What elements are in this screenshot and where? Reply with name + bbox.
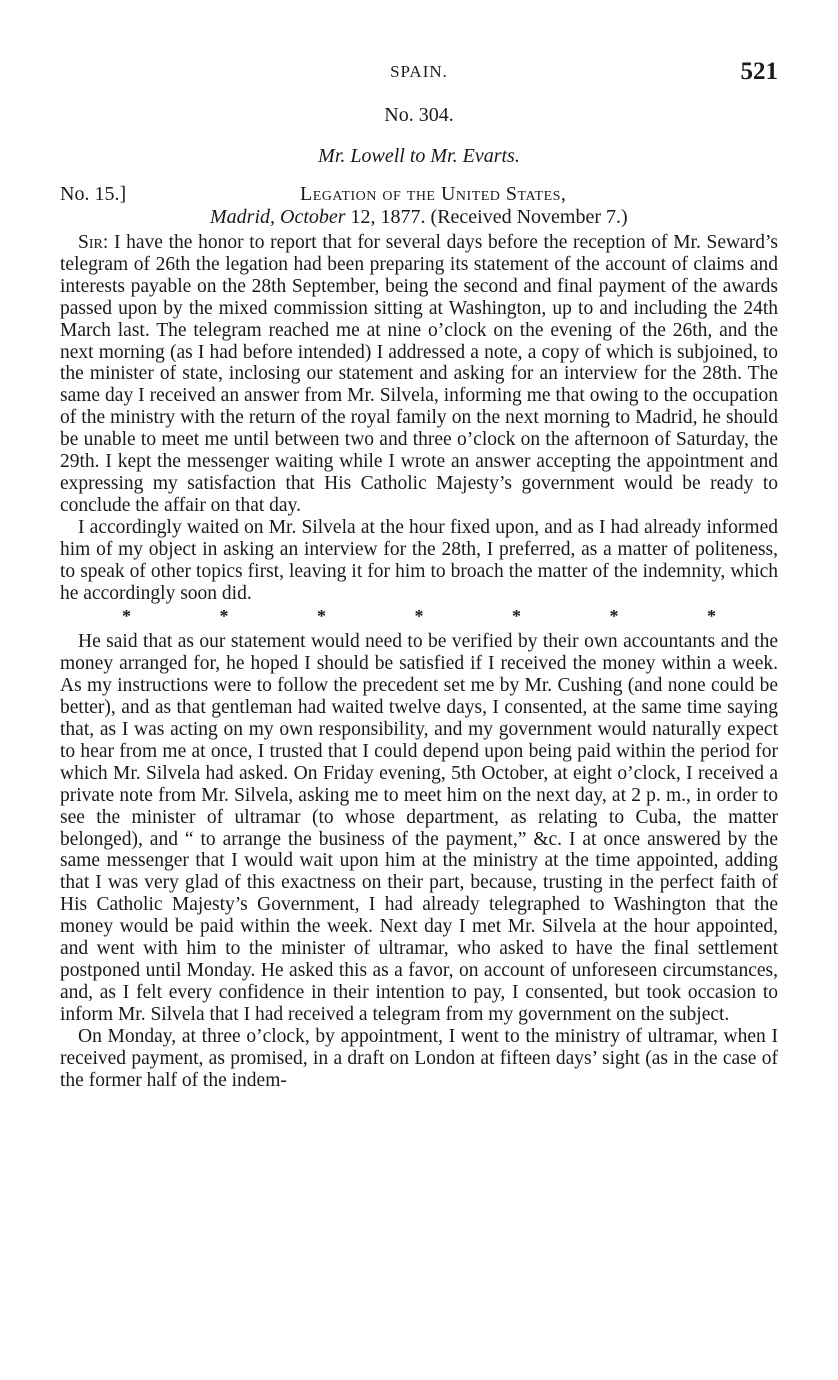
- paragraph-1: [60, 232, 778, 517]
- dateline: [210, 206, 628, 229]
- document-number: No. 304.: [384, 104, 454, 126]
- asterisk: *: [414, 606, 424, 627]
- dateline-place: Madrid, October: [210, 206, 346, 228]
- paragraph-4: On Monday, at three o’clock, by appointment, I went to the ministry of ultramar, when I received payment, as promised, in a draft on London at fifteen days’ sight (as in the case of the former half of the indem-: [60, 1025, 778, 1091]
- asterisk: *: [609, 606, 619, 627]
- paragraph-2: I accordingly waited on Mr. Silvela at the hour fixed upon, and as I had already informed him of my object in asking an interview for the 28th, I preferred, as a matter of politeness, to speak of other topics first, leaving it for him to broach the matter of the indemnity, which he accordingly soon did.: [60, 516, 778, 604]
- paragraph-3: He said that as our statement would need to be verified by their own accountants and the money arranged for, he hoped I should be satisfied if I received the money within a week. As my instructions were to follow the precedent set me by Mr. Cushing (and none could be better), and as that gentleman had waited twelve days, I consented, at the same time saying that, as I was acting on my own responsibility, and my government would naturally expect to hear from me at once, I trusted that I could depend upon being paid within the period for which Mr. Silvela had asked. On Friday evening, 5th October, at eight o’clock, I received a private note from Mr. Silvela, asking me to meet him on the next day, at 2 p. m., in order to see the minister of ultramar (to whose department, as relating to Cuba, the matter belonged), and “ to arrange the business of the payment,” &c. I at once answered by the same messenger that I would wait upon him at the ministry at the time appointed, adding that I was very glad of this exactness on their part, because, trusting in the perfect faith of His Catholic Majesty’s Government, I had already telegraphed to Washington that the money would be paid within the week. Next day I met Mr. Silvela at the hour appointed, and went with him to the minister of ultramar, who asked to have the final settlement postponed until Monday. He asked this as a favor, on account of unforeseen circumstances, and, as I felt every confidence in their intention to pay, I consented, but took occasion to inform Mr. Silvela that I had received a telegram from my government on the subject.: [60, 631, 778, 1025]
- ellipsis-marks: [60, 605, 778, 627]
- paragraph-1-text: I have the honor to report that for several days before the reception of Mr. Seward’s telegram of 26th the legation had been preparing its statement of the account of claims and interests payable on the 28th September, being the second and final payment of the awards passed upon by the mixed commission sitting at Washington, up to and including the 24th March last. The telegram reached me at nine o’clock on the evening of the 26th, and the next morning (as I had before intended) I addressed a note, a copy of which is subjoined, to the minister of state, inclosing our statement and asking for an interview for the 28th. The same day I received an answer from Mr. Silvela, informing me that owing to the occupation of the ministry with the return of the royal family on the next morning to Madrid, he should be unable to meet me until between two and three o’clock on the afternoon of Saturday, the 29th. I kept the messenger waiting while I wrote an answer accepting the appointment and expressing my satisfaction that His Catholic Majesty’s government would be ready to conclude the affair on that day.: [60, 232, 778, 516]
- asterisk: *: [219, 606, 229, 627]
- legation-line: Legation of the United States,: [300, 183, 567, 205]
- document-heading: Mr. Lowell to Mr. Evarts.: [318, 145, 520, 167]
- running-head-title: SPAIN.: [390, 62, 448, 81]
- asterisk: *: [707, 606, 716, 627]
- asterisk: *: [512, 606, 521, 627]
- dateline-date: 12, 1877. (Received November 7.): [345, 206, 628, 228]
- asterisk: *: [122, 606, 131, 627]
- asterisk: *: [317, 606, 326, 627]
- despatch-number: No. 15.]: [60, 183, 127, 205]
- letter-body: [60, 232, 778, 1091]
- running-head: [60, 58, 778, 88]
- page-number: 521: [740, 58, 778, 85]
- salutation: Sir:: [78, 232, 109, 253]
- despatch-header: [60, 183, 778, 231]
